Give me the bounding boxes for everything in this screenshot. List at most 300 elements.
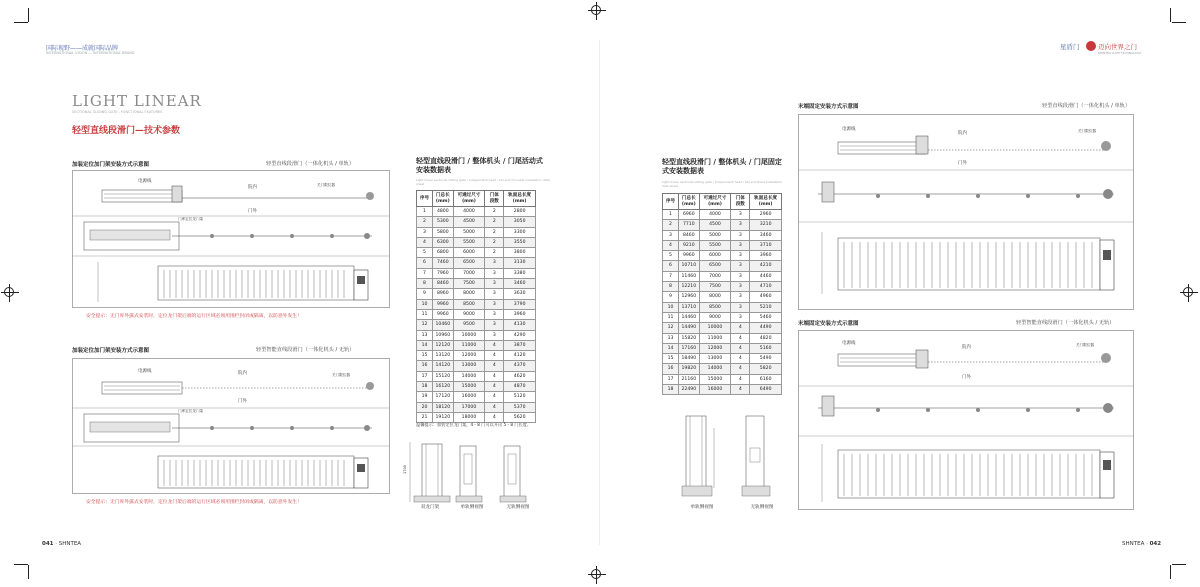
- table-cell: 19: [417, 392, 433, 402]
- section-title: 末端固定安装方式示意图: [798, 104, 859, 110]
- table-row: [663, 343, 782, 353]
- table-cell: 3790: [504, 299, 536, 309]
- table-row: [417, 392, 536, 402]
- diagram-label-power: 电源线: [842, 127, 856, 132]
- table-cell: 5800: [433, 227, 454, 237]
- table-cell: 12: [663, 323, 679, 333]
- diagram-label-limit: 关门限位器: [317, 183, 335, 187]
- table-cell: 3: [731, 210, 750, 220]
- table-cell: 3: [731, 312, 750, 322]
- brand-logo: [1060, 40, 1150, 56]
- table-cell: 14000: [699, 364, 731, 374]
- table-cell: 5120: [504, 392, 536, 402]
- table-header: 轨面总长度 (mm): [750, 194, 782, 210]
- table-cell: 3: [485, 309, 504, 319]
- crop-mark: [14, 22, 28, 23]
- table-cell: 3: [731, 302, 750, 312]
- table-cell: 6500: [453, 258, 485, 268]
- table-header: 序号: [663, 194, 679, 210]
- table-cell: 14: [663, 343, 679, 353]
- table-cell: 11: [417, 309, 433, 319]
- table-header: 门体 段数: [485, 191, 504, 207]
- table-cell: 3460: [504, 279, 536, 289]
- table-cell: 10710: [679, 261, 700, 271]
- table-cell: 8: [663, 282, 679, 292]
- table-cell: 15: [417, 351, 433, 361]
- table-cell: 6: [663, 261, 679, 271]
- table-cell: 5500: [453, 237, 485, 247]
- table-cell: 5460: [750, 312, 782, 322]
- crop-mark: [1172, 564, 1186, 565]
- table-cell: 4490: [750, 323, 782, 333]
- table-row: [417, 237, 536, 247]
- table-header: 轨面总长度 (mm): [504, 191, 536, 207]
- table-cell: 5: [663, 251, 679, 261]
- caption: 双龙门架: [420, 505, 440, 510]
- table-cell: 4130: [504, 320, 536, 330]
- logo-emblem: [1086, 41, 1096, 51]
- table-cell: 15120: [433, 371, 454, 381]
- brand-tagline-en: INTERNATIONAL VISION — INTERNATIONAL BRAND: [46, 51, 135, 55]
- table-cell: 8500: [453, 299, 485, 309]
- section-title: 加装定位加门架安装方式示意图: [72, 348, 150, 354]
- side-view-drawings-right: [672, 408, 782, 508]
- table-cell: 3: [485, 258, 504, 268]
- diagram-label-outside: 门外: [238, 399, 247, 404]
- table-cell: 4: [485, 361, 504, 371]
- installation-diagram-tail-fixed-trackless: [798, 330, 1134, 510]
- installation-diagram-tail-movable-rail: [72, 170, 390, 308]
- table-cell: 11000: [699, 333, 731, 343]
- table-cell: 7: [663, 271, 679, 281]
- table-cell: 3: [485, 279, 504, 289]
- table-cell: 6000: [453, 248, 485, 258]
- table-cell: 7710: [679, 220, 700, 230]
- table-cell: 12960: [679, 292, 700, 302]
- section-note: 轻型智能直线段滑门（一体化机头 / 无轨）: [256, 347, 355, 353]
- table-cell: 3: [663, 230, 679, 240]
- caption: 单轨侧视图: [460, 505, 484, 510]
- table-cell: 3210: [750, 220, 782, 230]
- table-cell: 18490: [679, 354, 700, 364]
- registration-mark: [588, 2, 606, 20]
- table-cell: 8500: [699, 302, 731, 312]
- table-cell: 12120: [433, 340, 454, 350]
- crop-mark: [1170, 8, 1171, 22]
- table-cell: 4: [485, 382, 504, 392]
- table-row: [663, 312, 782, 322]
- table-cell: 10: [663, 302, 679, 312]
- diagram-label-outside: 门外: [958, 161, 967, 166]
- crop-mark: [1172, 22, 1186, 23]
- table-cell: 6500: [699, 261, 731, 271]
- page-brand: SHNTEA: [1122, 541, 1145, 547]
- registration-mark: [588, 566, 606, 584]
- table-row: [417, 351, 536, 361]
- page-number-value: 042: [1149, 541, 1162, 547]
- table-row: [663, 374, 782, 384]
- table-row: [663, 271, 782, 281]
- table-cell: 4: [731, 354, 750, 364]
- table-cell: 4: [485, 371, 504, 381]
- table-cell: 3630: [504, 289, 536, 299]
- crop-mark: [1170, 565, 1171, 579]
- table-header: 门体 段数: [731, 194, 750, 210]
- diagram-label-inside: 院内: [248, 185, 257, 190]
- table-cell: 6490: [750, 385, 782, 395]
- table-row: [663, 354, 782, 364]
- table-cell: 4210: [750, 261, 782, 271]
- table-row: [417, 227, 536, 237]
- table-cell: 14000: [453, 371, 485, 381]
- table-cell: 18120: [433, 402, 454, 412]
- table-cell: 19820: [679, 364, 700, 374]
- table-cell: 4: [731, 323, 750, 333]
- table-row: [663, 302, 782, 312]
- table-cell: 7000: [453, 268, 485, 278]
- table-cell: 7: [417, 268, 433, 278]
- table-cell: 16: [417, 361, 433, 371]
- table-row: [417, 330, 536, 340]
- table-cell: 2: [485, 227, 504, 237]
- page-number-value: 041: [42, 541, 54, 547]
- table-cell: 7000: [699, 271, 731, 281]
- table-cell: 4: [731, 374, 750, 384]
- table-cell: 4: [731, 364, 750, 374]
- table-cell: 3: [485, 299, 504, 309]
- table-row: [417, 258, 536, 268]
- table-cell: 3460: [750, 230, 782, 240]
- brand-logo-cn: 星盾门: [1060, 43, 1080, 51]
- table-cell: 4120: [504, 351, 536, 361]
- table-cell: 9210: [679, 240, 700, 250]
- data-table-tail-fixed: [662, 193, 782, 395]
- diagram-label-inside: 院内: [958, 131, 967, 136]
- table-row: [417, 248, 536, 258]
- safety-warning: 安全提示：无门库外露式安装时，定位龙门架后端的运行区域必须用围栏封闭或隔离，以防意外发生！: [86, 500, 302, 505]
- installation-diagram-tail-fixed-rail: [798, 114, 1134, 310]
- table-cell: 20: [417, 402, 433, 412]
- table-row: [417, 402, 536, 412]
- table-cell: 6800: [433, 248, 454, 258]
- page-spine: [599, 40, 600, 545]
- diagram-label-power: 电源线: [138, 179, 152, 184]
- table-cell: 4: [663, 240, 679, 250]
- table-cell: 2800: [504, 207, 536, 217]
- page-title-en-sub: SECTIONAL SLIDING GATE - FUNCTIONAL FEATURES: [72, 110, 163, 114]
- table-row: [417, 207, 536, 217]
- table-row: [417, 279, 536, 289]
- section-note: 轻型智能直线段滑门（一体化机头 / 无轨）: [1016, 320, 1115, 326]
- table-cell: 17: [417, 371, 433, 381]
- table-cell: 12000: [453, 351, 485, 361]
- table-cell: 2: [485, 207, 504, 217]
- table-cell: 3800: [504, 248, 536, 258]
- section-note: 轻型直线段滑门（一体化机头 / 单轨）: [266, 161, 355, 167]
- table-cell: 15820: [679, 333, 700, 343]
- table-cell: 3870: [504, 340, 536, 350]
- table-row: [663, 292, 782, 302]
- table-cell: 3: [731, 230, 750, 240]
- table-cell: 6000: [699, 251, 731, 261]
- diagram-label-power: 电源线: [138, 369, 152, 374]
- table-cell: 2: [417, 217, 433, 227]
- table-cell: 14: [417, 340, 433, 350]
- registration-mark: [1, 284, 19, 302]
- table-header: 序号: [417, 191, 433, 207]
- table-cell: 5820: [750, 364, 782, 374]
- table-cell: 3: [731, 292, 750, 302]
- table-cell: 9000: [699, 312, 731, 322]
- table-cell: 10460: [433, 320, 454, 330]
- table-cell: 6160: [750, 374, 782, 384]
- table-cell: 13710: [679, 302, 700, 312]
- table-cell: 4: [485, 392, 504, 402]
- table-header-row: [663, 194, 782, 210]
- table-cell: 3: [731, 261, 750, 271]
- caption: 单轨侧视图: [690, 505, 714, 510]
- table-cell: 13000: [453, 361, 485, 371]
- table-cell: 4460: [750, 271, 782, 281]
- table-row: [417, 340, 536, 350]
- page-title-en: LIGHT LINEAR: [72, 92, 202, 110]
- table-cell: 3: [485, 320, 504, 330]
- table-cell: 3: [731, 251, 750, 261]
- table-cell: 5490: [750, 354, 782, 364]
- table-cell: 10960: [433, 330, 454, 340]
- diagram-label-inside: 院内: [238, 371, 247, 376]
- table-cell: 8960: [433, 289, 454, 299]
- table-row: [417, 217, 536, 227]
- table-cell: 5000: [453, 227, 485, 237]
- table-row: [663, 210, 782, 220]
- table-cell: 9000: [453, 309, 485, 319]
- table-title: 轻型直线段滑门 / 整体机头 / 门尾固定式安装数据表: [662, 158, 782, 175]
- table-cell: 11: [663, 312, 679, 322]
- crop-mark: [14, 564, 28, 565]
- table-cell: 14490: [679, 323, 700, 333]
- table-row: [663, 240, 782, 250]
- table-cell: 13000: [699, 354, 731, 364]
- table-row: [663, 333, 782, 343]
- caption: 无轨侧视图: [750, 505, 774, 510]
- table-cell: 4290: [504, 330, 536, 340]
- table-cell: 13: [417, 330, 433, 340]
- table-cell: 9: [663, 292, 679, 302]
- table-cell: 22490: [679, 385, 700, 395]
- table-cell: 5210: [750, 302, 782, 312]
- table-header: 门总长 (mm): [679, 194, 700, 210]
- caption: 无轨侧视图: [506, 505, 530, 510]
- table-cell: 18: [417, 382, 433, 392]
- table-cell: 17: [663, 374, 679, 384]
- table-cell: 9: [417, 289, 433, 299]
- page-title-cn: 轻型直线段滑门—技术参数: [72, 126, 181, 136]
- table-cell: 4370: [504, 361, 536, 371]
- table-cell: 8460: [433, 279, 454, 289]
- table-cell: 4000: [699, 210, 731, 220]
- table-cell: 10000: [453, 330, 485, 340]
- page-number: 041 · SHNTEA: [42, 541, 82, 547]
- brand-tagline: 国际视野——成就国际品牌: [46, 45, 119, 52]
- table-cell: 4960: [750, 292, 782, 302]
- table-header: 可通过尺寸 (mm): [699, 194, 731, 210]
- table-row: [417, 289, 536, 299]
- table-row: [663, 261, 782, 271]
- table-cell: 4: [485, 351, 504, 361]
- crop-mark: [28, 565, 29, 579]
- table-cell: 5000: [699, 230, 731, 240]
- table-cell: 3550: [504, 237, 536, 247]
- table-row: [663, 251, 782, 261]
- page-number: SHNTEA · 042: [1122, 541, 1162, 547]
- safety-warning: 安全提示：无门库外露式安装时，定位龙门架后端的运行区域必须用围栏封闭或隔离，以防意外发生！: [86, 314, 302, 319]
- table-cell: 3130: [504, 258, 536, 268]
- table-cell: 4620: [504, 371, 536, 381]
- diagram-label-inside: 院内: [962, 345, 971, 350]
- table-cell: 5620: [504, 412, 536, 422]
- table-cell: 9960: [433, 299, 454, 309]
- table-cell: 3050: [504, 217, 536, 227]
- diagram-label-limit: 关门限位器: [1078, 129, 1096, 133]
- table-row: [417, 361, 536, 371]
- table-cell: 8000: [699, 292, 731, 302]
- table-cell: 4: [485, 412, 504, 422]
- table-cell: 12000: [699, 343, 731, 353]
- section-note: 轻型直线段滑门（一体化机头 / 单轨）: [1042, 103, 1131, 109]
- table-cell: 3: [485, 289, 504, 299]
- table-cell: 4: [731, 343, 750, 353]
- table-cell: 3: [731, 240, 750, 250]
- table-cell: 4000: [453, 207, 485, 217]
- table-cell: 15000: [453, 382, 485, 392]
- table-cell: 19120: [433, 412, 454, 422]
- table-cell: 3960: [750, 251, 782, 261]
- table-row: [663, 385, 782, 395]
- table-cell: 8460: [679, 230, 700, 240]
- table-cell: 4: [731, 385, 750, 395]
- table-row: [417, 320, 536, 330]
- table-cell: 3: [417, 227, 433, 237]
- section-title: 加装定位加门架安装方式示意图: [72, 162, 150, 168]
- table-subtitle: Light linear sectional sliding gate / independent head / tail-end movable installation data sheet: [416, 178, 550, 186]
- table-row: [663, 364, 782, 374]
- brand-slogan: 迈向世界之门: [1098, 43, 1137, 51]
- table-cell: 16000: [453, 392, 485, 402]
- diagram-label-outside: 门外: [962, 375, 971, 380]
- table-cell: 17000: [453, 402, 485, 412]
- table-row: [663, 230, 782, 240]
- table-cell: 9960: [433, 309, 454, 319]
- table-cell: 1: [417, 207, 433, 217]
- side-view-drawings-left: [400, 434, 550, 514]
- dimension-label: 1700: [403, 465, 407, 474]
- table-cell: 3: [731, 271, 750, 281]
- table-row: [663, 282, 782, 292]
- table-cell: 3: [731, 220, 750, 230]
- table-cell: 7500: [453, 279, 485, 289]
- table-row: [663, 323, 782, 333]
- table-cell: 14120: [433, 361, 454, 371]
- brand-sub: SHINTEA GATE TECHNOLOGY: [1098, 51, 1142, 55]
- table-cell: 4500: [699, 220, 731, 230]
- table-header-row: [417, 191, 536, 207]
- table-cell: 2: [485, 217, 504, 227]
- diagram-label-frame: 门库定位龙门架: [178, 217, 204, 221]
- table-cell: 21160: [679, 374, 700, 384]
- table-cell: 3300: [504, 227, 536, 237]
- diagram-label-outside: 门外: [248, 209, 257, 214]
- table-cell: 5160: [750, 343, 782, 353]
- table-cell: 13120: [433, 351, 454, 361]
- table-cell: 18: [663, 385, 679, 395]
- table-cell: 7960: [433, 268, 454, 278]
- diagram-label-frame: 门库定位龙门架: [178, 409, 204, 413]
- table-header: 门总长 (mm): [433, 191, 454, 207]
- table-cell: 14460: [679, 312, 700, 322]
- table-cell: 3710: [750, 240, 782, 250]
- table-cell: 6300: [433, 237, 454, 247]
- table-cell: 6960: [679, 210, 700, 220]
- table-row: [417, 309, 536, 319]
- table-cell: 5500: [699, 240, 731, 250]
- table-cell: 5: [417, 248, 433, 258]
- table-row: [417, 268, 536, 278]
- table-cell: 3: [485, 330, 504, 340]
- table-cell: 7500: [699, 282, 731, 292]
- table-cell: 8: [417, 279, 433, 289]
- table-cell: 8000: [453, 289, 485, 299]
- table-cell: 4710: [750, 282, 782, 292]
- table-title: 轻型直线段滑门 / 整体机头 / 门尾活动式安装数据表: [416, 157, 543, 174]
- table-cell: 4: [731, 333, 750, 343]
- table-cell: 2: [485, 237, 504, 247]
- table-cell: 12210: [679, 282, 700, 292]
- table-cell: 4500: [453, 217, 485, 227]
- diagram-label-limit: 关门限位器: [1076, 343, 1094, 347]
- data-table-tail-movable: [416, 190, 536, 423]
- installation-diagram-tail-movable-trackless: [72, 358, 390, 494]
- crop-mark: [28, 8, 29, 22]
- table-row: [417, 382, 536, 392]
- table-cell: 2960: [750, 210, 782, 220]
- table-cell: 4: [485, 340, 504, 350]
- section-title: 末端固定安装方式示意图: [798, 321, 859, 327]
- table-cell: 17160: [679, 343, 700, 353]
- table-cell: 3380: [504, 268, 536, 278]
- table-cell: 9960: [679, 251, 700, 261]
- registration-mark: [1180, 284, 1198, 302]
- table-cell: 4800: [433, 207, 454, 217]
- table-row: [417, 299, 536, 309]
- diagram-label-power: 电源线: [842, 341, 856, 346]
- table-cell: 3: [485, 268, 504, 278]
- table-cell: 3960: [504, 309, 536, 319]
- table-cell: 9500: [453, 320, 485, 330]
- table-cell: 10: [417, 299, 433, 309]
- table-cell: 17120: [433, 392, 454, 402]
- table-cell: 4820: [750, 333, 782, 343]
- table-cell: 16: [663, 364, 679, 374]
- table-cell: 15: [663, 354, 679, 364]
- table-cell: 21: [417, 412, 433, 422]
- table-cell: 3: [731, 282, 750, 292]
- table-subtitle: Light linear sectional sliding gate / independent head / tail-end fixed installation data sheet: [662, 180, 783, 188]
- table-cell: 13: [663, 333, 679, 343]
- table-cell: 15000: [699, 374, 731, 384]
- table-cell: 5300: [433, 217, 454, 227]
- table-footnote: 温馨提示：加装定位龙门架，4 - 8 门可以开出 5 - 8 门长度。: [416, 422, 532, 427]
